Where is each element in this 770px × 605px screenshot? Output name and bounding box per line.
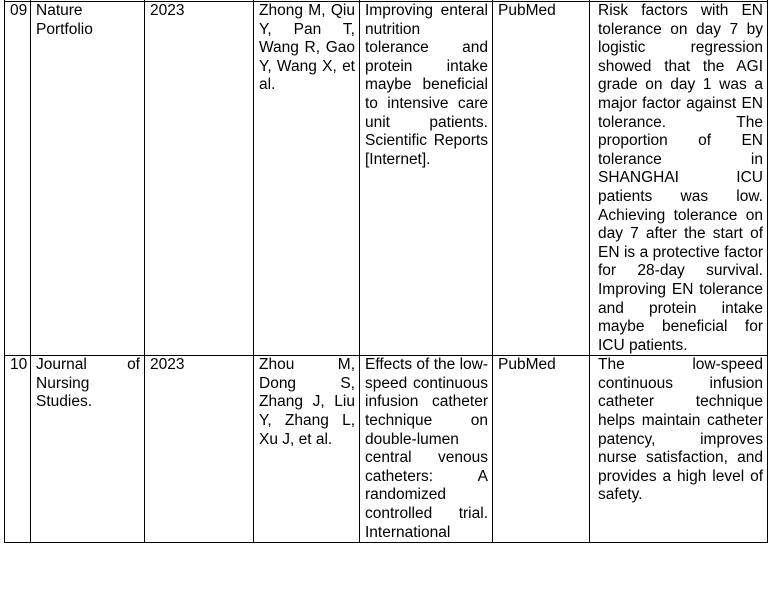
- table-row: [5, 2, 768, 356]
- row-number: 10: [5, 356, 31, 543]
- findings-cell: The low-speed continuous infusion catheter technique helps maintain catheter patency, improves nurse satisfaction, and provides a high level of safety.: [590, 356, 768, 543]
- literature-review-table: [4, 0, 768, 543]
- table-row: [5, 356, 768, 543]
- year-cell: 2023: [145, 2, 254, 356]
- authors-cell: Zhong M, Qiu Y, Pan T, Wang R, Gao Y, Wang X, et al.: [254, 2, 360, 356]
- title-cell: Effects of the low-speed continuous infusion catheter technique on double-lumen central venous catheters: A randomized controlled trial. International: [360, 356, 493, 543]
- findings-cell: Risk factors with EN tolerance on day 7 by logistic regression showed that the AGI grade on day 1 was a major factor against EN tolerance. The proportion of EN tolerance in SHANGHAI ICU patients was low. Achieving tolerance on day 7 after the start of EN is a protective factor for 28-day survival. Improving EN tolerance and protein intake maybe beneficial for ICU patients.: [590, 2, 768, 356]
- authors-cell: Zhou M, Dong S, Zhang J, Liu Y, Zhang L, Xu J, et al.: [254, 356, 360, 543]
- row-number: 09: [5, 2, 31, 356]
- database-cell: PubMed: [493, 2, 590, 356]
- database-cell: PubMed: [493, 356, 590, 543]
- year-cell: 2023: [145, 356, 254, 543]
- title-cell: Improving enteral nutrition tolerance and protein intake maybe beneficial to intensive care unit patients. Scientific Reports [Internet].: [360, 2, 493, 356]
- journal-cell: Journal of Nursing Studies.: [31, 356, 145, 543]
- journal-cell: Nature Portfolio: [31, 2, 145, 356]
